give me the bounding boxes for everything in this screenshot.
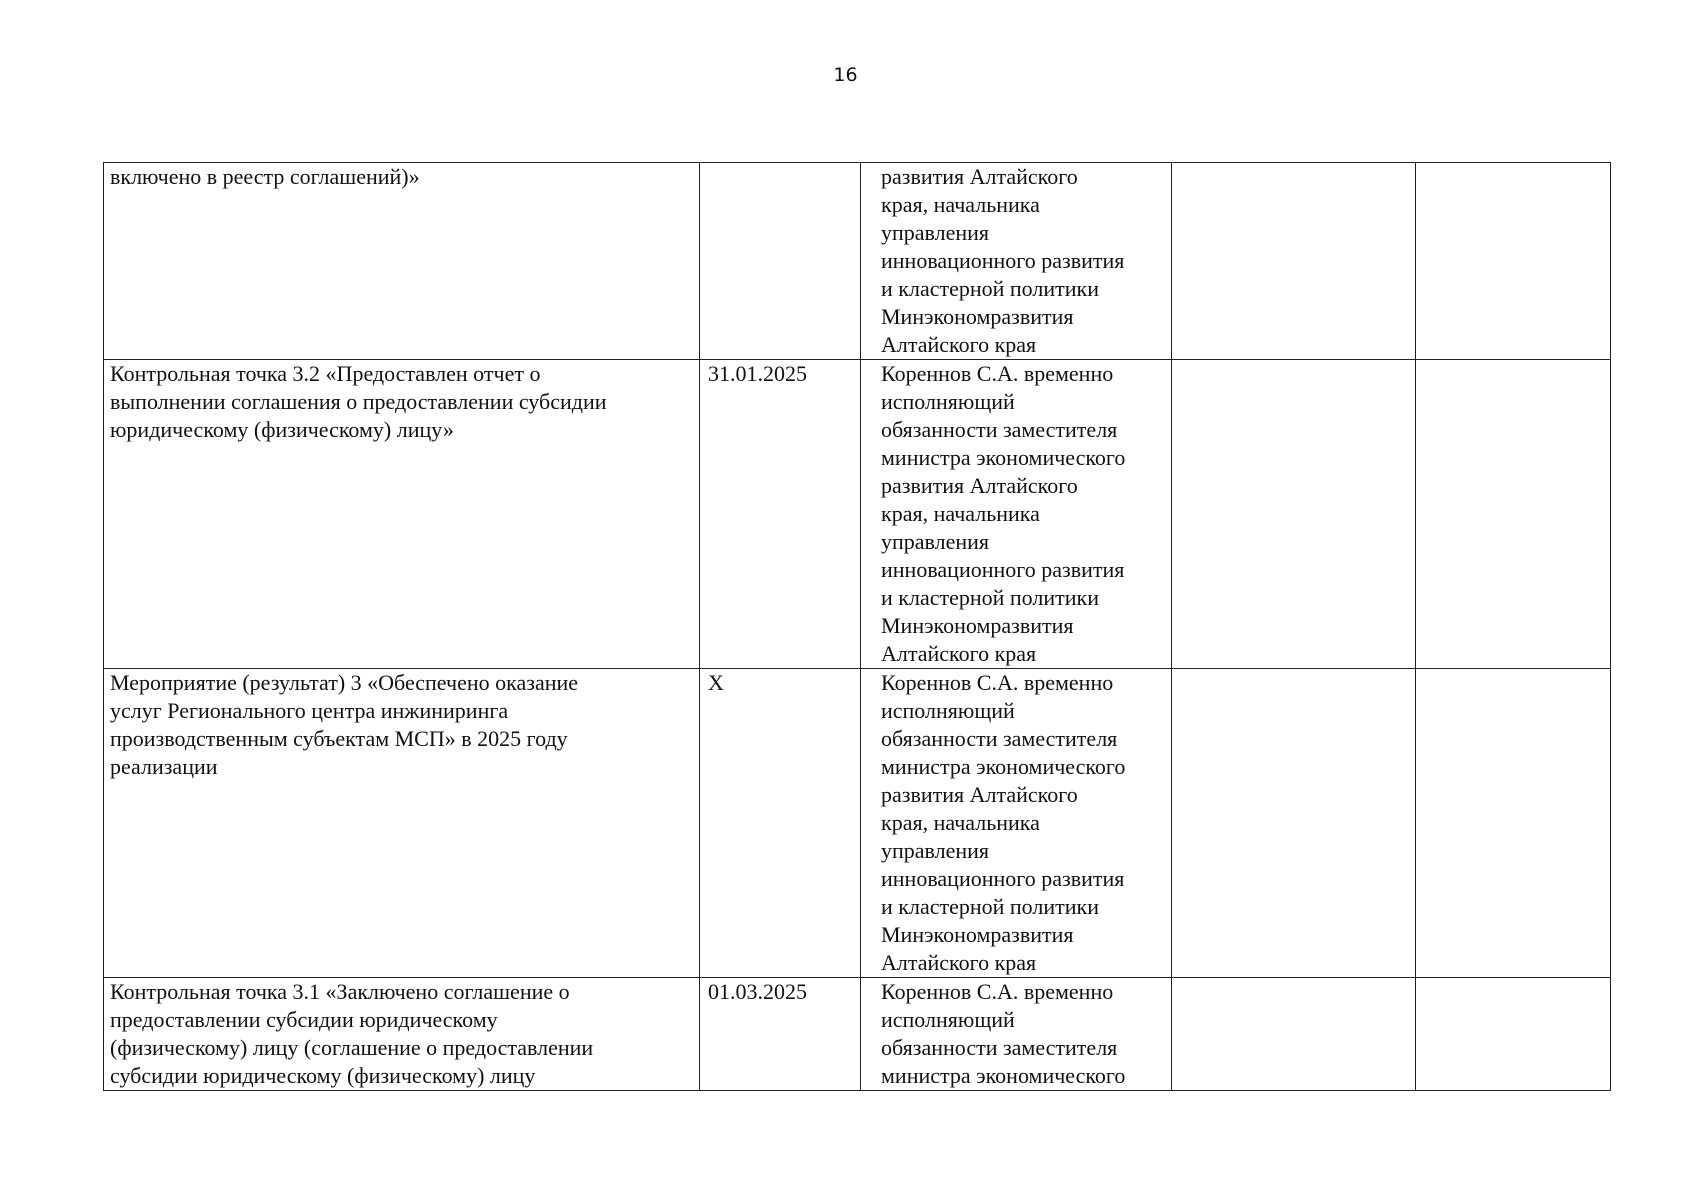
empty-cell xyxy=(1172,669,1416,978)
activity-name-cell: Контрольная точка 3.2 «Предоставлен отчет о выполнении соглашения о предоставлении субсидии юридическому (физическому) лицу» xyxy=(104,360,700,669)
deadline-cell: 01.03.2025 xyxy=(700,978,861,1091)
responsible-cell: развития Алтайского края, начальника управления инновационного развития и кластерной политики Минэкономразвития Алтайского края xyxy=(861,163,1172,360)
empty-cell xyxy=(1416,360,1611,669)
responsible-cell: Кореннов С.А. временно исполняющий обязанности заместителя министра экономического развития Алтайского края, начальника управления инновационного развития и кластерной политики Минэкономразвития Алтайского края xyxy=(861,669,1172,978)
empty-cell xyxy=(1172,163,1416,360)
activity-name-cell: включено в реестр соглашений)» xyxy=(104,163,700,360)
responsible-cell: Кореннов С.А. временно исполняющий обязанности заместителя министра экономического развития Алтайского края, начальника управления инновационного развития и кластерной политики Минэкономразвития Алтайского края xyxy=(861,360,1172,669)
activity-name-cell: Контрольная точка 3.1 «Заключено соглашение о предоставлении субсидии юридическому (физическому) лицу (соглашение о предоставлении субсидии юридическому (физическому) лицу xyxy=(104,978,700,1091)
deadline-cell xyxy=(700,163,861,360)
deadline-cell: X xyxy=(700,669,861,978)
empty-cell xyxy=(1416,978,1611,1091)
table-row xyxy=(104,669,1611,978)
activity-name-cell: Мероприятие (результат) 3 «Обеспечено оказание услуг Регионального центра инжиниринга производственным субъектам МСП» в 2025 году реализации xyxy=(104,669,700,978)
table-row xyxy=(104,163,1611,360)
activity-table xyxy=(103,162,1611,1091)
empty-cell xyxy=(1172,978,1416,1091)
table-row xyxy=(104,360,1611,669)
empty-cell xyxy=(1172,360,1416,669)
deadline-cell: 31.01.2025 xyxy=(700,360,861,669)
page-number: 16 xyxy=(833,64,858,86)
responsible-cell: Кореннов С.А. временно исполняющий обязанности заместителя министра экономического xyxy=(861,978,1172,1091)
table-row xyxy=(104,978,1611,1091)
empty-cell xyxy=(1416,669,1611,978)
empty-cell xyxy=(1416,163,1611,360)
